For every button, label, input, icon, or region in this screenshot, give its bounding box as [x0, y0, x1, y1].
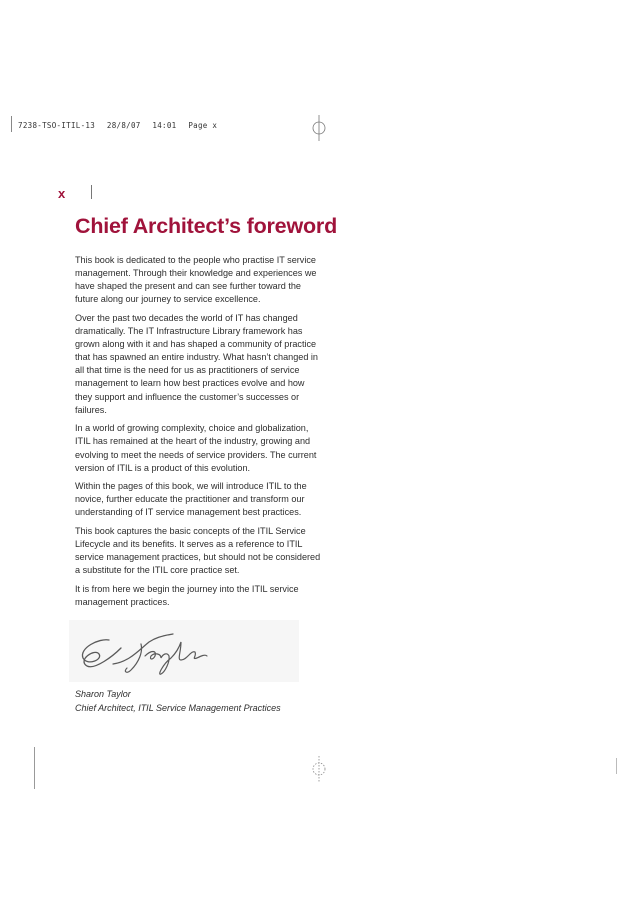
paragraph: Over the past two decades the world of IT has changed dramatically. The IT Infrastructure Library framework has grown along with it and has shaped a community of practice that has spawned an entire industry. What hasn’t changed in all that time is the need for us as practitioners of service management to learn how best practices evolve and how they support and influence the customer’s successes or failures. [75, 312, 318, 415]
slug-page: Page x [188, 121, 218, 130]
registration-mark-top-icon [308, 115, 330, 141]
folio-divider [91, 185, 92, 199]
signatory-role: Chief Architect, ITIL Service Management Practices [75, 703, 281, 713]
paragraph: This book captures the basic concepts of the ITIL Service Lifecycle and its benefits. It serves as a reference to ITIL service management practices, but should not be considered a substitute for the ITIL core practice set. [75, 526, 321, 576]
paragraph: This book is dedicated to the people who practise IT service management. Through their knowledge and experiences we have shaped the present and can see further toward the future along our journey to service excellence. [75, 255, 317, 305]
foreword-body [75, 254, 321, 615]
crop-mark-right [616, 758, 617, 774]
crop-mark-left [34, 747, 35, 789]
signatory-name: Sharon Taylor [75, 689, 131, 699]
slug-date: 28/8/07 [106, 121, 141, 130]
slug-job: 7238-TSO-ITIL-13 [18, 121, 96, 130]
paragraph: In a world of growing complexity, choice and globalization, ITIL has remained at the heart of the industry, growing and evolving to meet the needs of service providers. The current version of ITIL is a product of this evolution. [75, 423, 317, 473]
slug-time: 14:01 [152, 121, 177, 130]
signature-image [69, 620, 299, 682]
paragraph: Within the pages of this book, we will introduce ITIL to the novice, further educate the practitioner and transform our understanding of IT service management best practices. [75, 481, 307, 518]
page-title: Chief Architect’s foreword [75, 214, 337, 238]
page-folio: x [58, 186, 66, 201]
slug-tick [11, 116, 12, 132]
registration-mark-bottom-icon [308, 756, 330, 782]
paragraph: It is from here we begin the journey into the ITIL service management practices. [75, 584, 299, 608]
print-slug [18, 121, 224, 130]
